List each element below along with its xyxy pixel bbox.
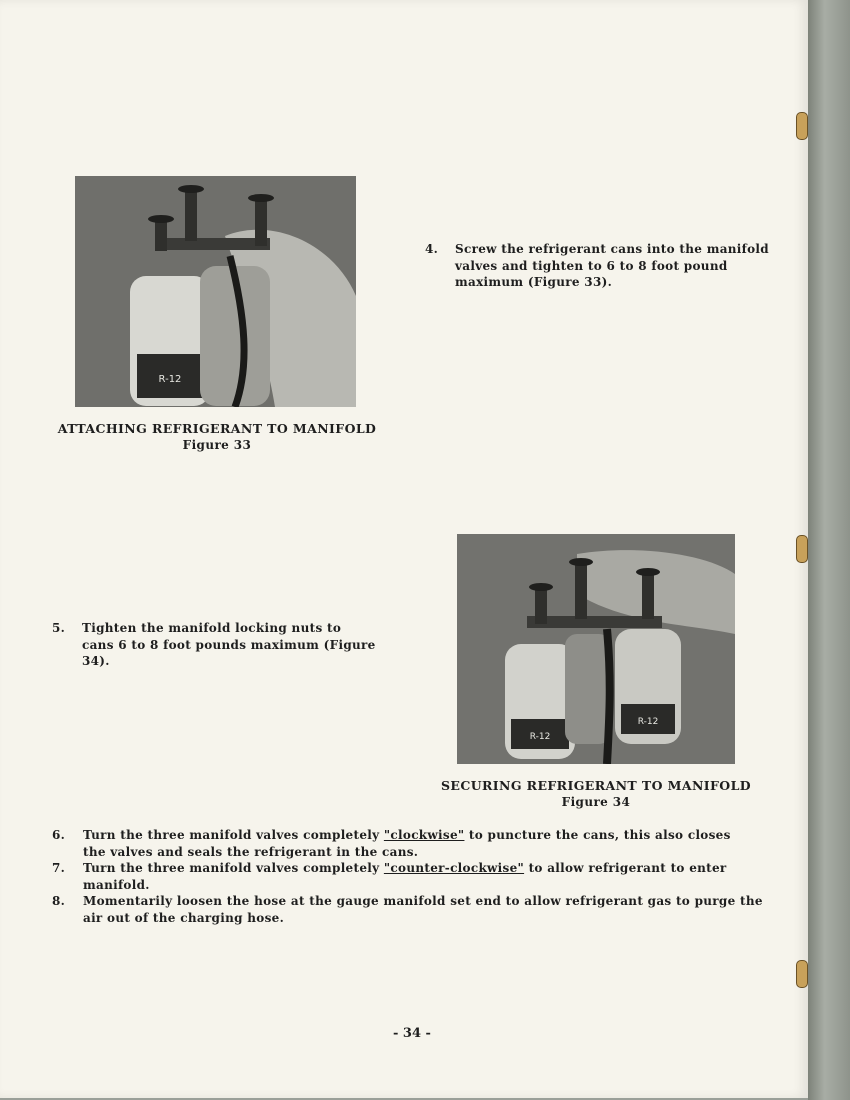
figure-34-photo (457, 534, 735, 764)
step-7-emphasis: "counter-clockwise" (383, 861, 525, 875)
step-6-text-start: Turn the three manifold valves completely (83, 828, 384, 842)
page-number: - 34 - (393, 1026, 431, 1041)
figure-33-illustration (75, 176, 356, 407)
figure-34-caption (430, 777, 762, 811)
step-7-number: 7. (52, 861, 66, 875)
figure-34-title: SECURING REFRIGERANT TO MANIFOLD (440, 778, 752, 793)
figure-33-label: Figure 33 (182, 438, 252, 452)
figure-33-title: ATTACHING REFRIGERANT TO MANIFOLD (57, 421, 377, 436)
figure-33-photo (75, 176, 356, 407)
step-6-emphasis: "clockwise" (383, 828, 465, 842)
step-6-text-end: to puncture the cans, this also closes the valves and seals the refrigerant in the cans. (83, 828, 731, 859)
figure-34-can-label-right: R-12 (637, 717, 659, 727)
step-7-text (83, 860, 753, 893)
step-6-number: 6. (52, 828, 66, 842)
figure-34-illustration (457, 534, 735, 764)
step-7-text-start: Turn the three manifold valves completely (83, 861, 384, 875)
step-8-text: Momentarily loosen the hose at the gauge manifold set end to allow refrigerant gas to purge the air out of the charging hose. (83, 894, 763, 925)
binder-ring-top (796, 112, 808, 140)
step-5-number: 5. (52, 621, 66, 635)
step-5-text: Tighten the manifold locking nuts to cans 6 to 8 foot pounds maximum (Figure 34). (82, 621, 376, 668)
binder-spine (808, 0, 850, 1100)
step-4-text: Screw the refrigerant cans into the manifold valves and tighten to 6 to 8 foot pound maximum (Figure 33). (455, 242, 769, 289)
step-4-number: 4. (425, 242, 439, 256)
figure-34-can-label-left: R-12 (529, 732, 551, 742)
step-8-number: 8. (52, 894, 66, 908)
binder-ring-middle (796, 535, 808, 563)
figure-33-caption (52, 420, 382, 454)
figure-34-label: Figure 34 (561, 795, 631, 809)
binder-ring-bottom (796, 960, 808, 988)
figure-33-can-label: R-12 (158, 374, 182, 385)
step-6-text (83, 827, 753, 860)
step-7-text-end: to allow refrigerant to enter manifold. (83, 861, 727, 892)
